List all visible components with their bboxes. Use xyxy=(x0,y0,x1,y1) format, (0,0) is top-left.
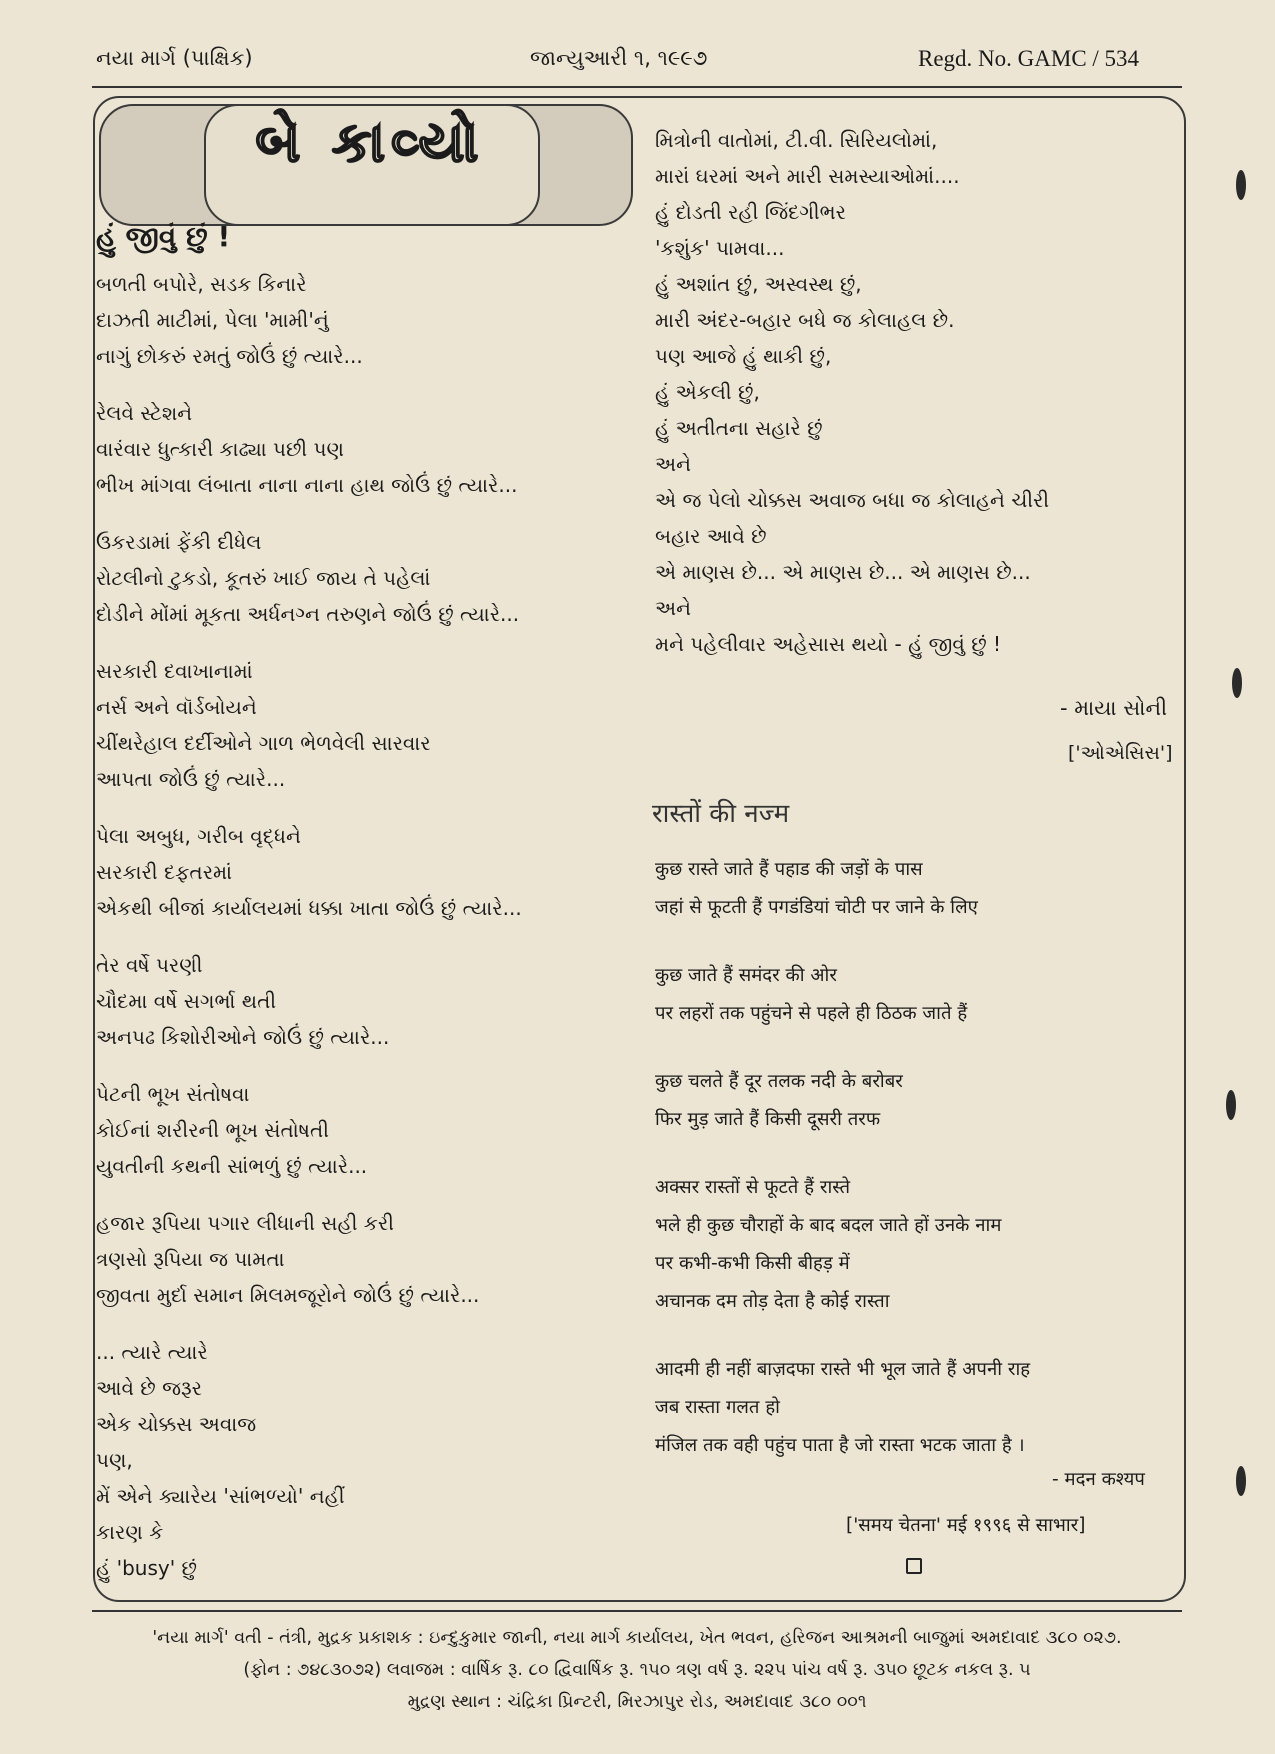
poem-line: હું દોડતી રહી જિંદગીભર xyxy=(655,200,846,224)
poem1-stanza xyxy=(96,1205,522,1313)
poem-line: યુવતીની કથની સાંભળું છું ત્યારે... xyxy=(96,1154,368,1178)
poem-line: ઉકરડામાં ફેંકી દીધેલ xyxy=(96,530,262,554)
poem2-body xyxy=(655,851,1030,1465)
poem-line: જીવતા મુર્દા સમાન મિલમજૂરોને જોઉં છું ત્યારે... xyxy=(96,1283,480,1307)
punch-hole-icon xyxy=(1226,1090,1236,1120)
poem-line: રોટલીનો ટુકડો, કૂતરું ખાઈ જાય તે પહેલાં xyxy=(96,566,431,590)
poem-line: ... ત્યારે ત્યારે xyxy=(96,1340,208,1364)
poem-line: નર્સ અને વૉર્ડબોયને xyxy=(96,695,257,719)
poem-line: બહાર આવે છે xyxy=(655,524,767,548)
poem2-stanza xyxy=(655,957,1030,1033)
poem-line: વારંવાર ધુત્કારી કાઢ્યા પછી પણ xyxy=(96,437,344,461)
poem2-author: - मदन कश्यप xyxy=(1052,1469,1145,1490)
poem-line: પણ, xyxy=(96,1448,133,1472)
punch-hole-icon xyxy=(1232,668,1242,698)
poem-line: 'કશુંક' પામવા... xyxy=(655,236,785,260)
poem-line: મારાં ઘરમાં અને મારી સમસ્યાઓમાં.... xyxy=(655,164,960,188)
poem-line: पर लहरों तक पहुंचने से पहले ही ठिठक जाते हैं xyxy=(655,1003,968,1024)
poem-line: મને પહેલીવાર અહેસાસ થયો - હું જીવું છું ! xyxy=(655,632,1002,656)
poem-line: એ જ પેલો ચોક્કસ અવાજ બધા જ કોલાહને ચીરી xyxy=(655,488,1050,512)
poem-line: નાગું છોકરું રમતું જોઉં છું ત્યારે... xyxy=(96,344,363,368)
poem-line: મારી અંદર-બહાર બધે જ કોલાહલ છે. xyxy=(655,308,955,332)
poem-line: પેટની ભૂખ સંતોષવા xyxy=(96,1082,250,1106)
poem-line: जहां से फूटती हैं पगडंडियां चोटी पर जाने के लिए xyxy=(655,897,978,918)
poem-line: અને xyxy=(655,596,691,620)
header-rule xyxy=(92,86,1182,88)
header-date: જાન્યુઆરી ૧, ૧૯૯૭ xyxy=(530,46,708,70)
poem-line: जब रास्ता गलत हो xyxy=(655,1397,780,1418)
poem-line: એક ચોક્કસ અવાજ xyxy=(96,1412,257,1436)
header-publication: નયા માર્ગ (પાક્ષિક) xyxy=(96,46,253,70)
poem-line: ચીંથરેહાલ દર્દીઓને ગાળ ભેળવેલી સારવાર xyxy=(96,731,431,755)
poem1-title: હું જીવું છું ! xyxy=(96,220,231,253)
poem-line: હજાર રૂપિયા પગાર લીધાની સહી કરી xyxy=(96,1211,394,1235)
poem-line: ચૌદમા વર્ષે સગર્ભા થતી xyxy=(96,989,277,1013)
poem1-stanza xyxy=(96,1334,522,1586)
punch-hole-icon xyxy=(1236,1466,1246,1496)
poem-line: સરકારી દફતરમાં xyxy=(96,860,233,884)
poem-line: મિત્રોની વાતોમાં, ટી.વી. સિરિયલોમાં, xyxy=(655,128,938,152)
poem-line: આવે છે જરૂર xyxy=(96,1376,202,1400)
poem-line: कुछ रास्ते जाते हैं पहाड की जड़ों के पास xyxy=(655,859,923,880)
poem-line: ભીખ માંગવા લંબાતા નાના નાના હાથ જોઉં છું ત્યારે... xyxy=(96,473,518,497)
footer-rule xyxy=(92,1610,1182,1612)
poem1-stanza xyxy=(96,395,522,503)
poem-line: मंजिल तक वही पहुंच पाता है जो रास्ता भटक जाता है । xyxy=(655,1435,1025,1456)
poem-line: એકથી બીજાં કાર્યાલયમાં ધક્કા ખાતા જોઉં છું ત્યારે... xyxy=(96,896,522,920)
poem1-stanza xyxy=(96,266,522,374)
poem-line: પણ આજે હું થાકી છું, xyxy=(655,344,832,368)
poem1-stanza xyxy=(96,818,522,926)
punch-hole-icon xyxy=(1236,170,1246,200)
poem-line: भले ही कुछ चौराहों के बाद बदल जाते हों उनके नाम xyxy=(655,1215,1002,1236)
poem-line: કારણ કે xyxy=(96,1520,164,1544)
poem-line: હું અશાંત છું, અસ્વસ્થ છું, xyxy=(655,272,862,296)
poem1-body xyxy=(96,266,522,1586)
poem2-stanza xyxy=(655,1169,1030,1321)
poem2-stanza xyxy=(655,1351,1030,1465)
poem-line: पर कभी-कभी किसी बीहड़ में xyxy=(655,1253,850,1274)
footer-line-printer: મુદ્રણ સ્થાન : ચંદ્રિકા પ્રિન્ટરી, મિરઝાપુર રોડ, અમદાવાદ ૩૮૦ ૦૦૧ xyxy=(407,1692,867,1712)
footer-line-subscription: (ફોન : ૭૪૮૩૦૭૨) લવાજમ : વાર્ષિક રૂ. ૮૦ દ્વિવાર્ષિક રૂ. ૧૫૦ ત્રણ વર્ષ રૂ. ૨૨૫ પાંચ વર્ષ રૂ. ૩૫૦ છૂટક નકલ રૂ. ૫ xyxy=(243,1660,1031,1680)
poem1-source: ['ઓએસિસ'] xyxy=(1068,742,1173,764)
end-mark-icon xyxy=(906,1558,922,1574)
poem1-stanza xyxy=(96,653,522,797)
header-regd-number: Regd. No. GAMC / 534 xyxy=(918,46,1140,71)
poem-line: कुछ जाते हैं समंदर की ओर xyxy=(655,965,837,986)
poem-line: फिर मुड़ जाते हैं किसी दूसरी तरफ xyxy=(655,1109,881,1130)
poem1-stanza xyxy=(96,1076,522,1184)
poem2-stanza xyxy=(655,851,1030,927)
poem1-stanza xyxy=(96,947,522,1055)
footer-line-publisher: 'નયા માર્ગ' વતી - તંત્રી, મુદ્રક પ્રકાશક : ઇન્દુકુમાર જાની, નયા માર્ગ કાર્યાલય, ખેત ભવન, હરિજન આશ્રમની બાજુમાં અમદાવાદ ૩૮૦ ૦૨૭. xyxy=(152,1628,1122,1648)
poem-line: અને xyxy=(655,452,691,476)
page-title: બે કાવ્યો xyxy=(255,110,485,175)
poem1-continuation xyxy=(655,122,1049,662)
poem-line: બળતી બપોરે, સડક કિનારે xyxy=(96,272,307,296)
poem-line: કોઈનાં શરીરની ભૂખ સંતોષતી xyxy=(96,1118,329,1142)
poem-line: હું એકલી છું, xyxy=(655,380,760,404)
poem-line: પેલા અબુધ, ગરીબ વૃદ્ધને xyxy=(96,824,301,848)
poem2-source: ['समय चेतना' मई १९९६ से साभार] xyxy=(846,1515,1086,1536)
poem-line: હું અતીતના સહારે છું xyxy=(655,416,823,440)
poem-line: अक्सर रास्तों से फूटते हैं रास्ते xyxy=(655,1177,851,1198)
poem-line: आदमी ही नहीं बाज़दफा रास्ते भी भूल जाते हैं अपनी राह xyxy=(655,1359,1031,1380)
poem-line: સરકારી દવાખાનામાં xyxy=(96,659,253,683)
poem-line: મેં એને ક્યારેય 'સાંભળ્યો' નહીં xyxy=(96,1484,345,1508)
poem-line: રેલવે સ્ટેશને xyxy=(96,401,193,425)
poem1-author: - માયા સોની xyxy=(1060,696,1168,720)
poem1-stanza xyxy=(96,524,522,632)
poem-line: એ માણસ છે... એ માણસ છે... એ માણસ છે... xyxy=(655,560,1031,584)
poem-line: ત્રણસો રૂપિયા જ પામતા xyxy=(96,1247,285,1271)
poem-line: આપતા જોઉં છું ત્યારે... xyxy=(96,767,286,791)
poem2-stanza xyxy=(655,1063,1030,1139)
poem-line: તેર વર્ષે પરણી xyxy=(96,953,203,977)
poem-line: અનપઢ કિશોરીઓને જોઉં છું ત્યારે... xyxy=(96,1025,390,1049)
poem2-title: रास्तों की नज्म xyxy=(652,799,790,829)
poem-line: अचानक दम तोड़ देता है कोई रास्ता xyxy=(655,1291,890,1312)
poem-line: कुछ चलते हैं दूर तलक नदी के बरोबर xyxy=(655,1071,903,1092)
poem-line: દોડીને મોંમાં મૂકતા અર્ધનગ્ન તરુણને જોઉં છું ત્યારે... xyxy=(96,602,520,626)
poem-line: દાઝતી માટીમાં, પેલા 'મામી'નું xyxy=(96,308,329,332)
poem-line: હું 'busy' છું xyxy=(96,1556,198,1580)
